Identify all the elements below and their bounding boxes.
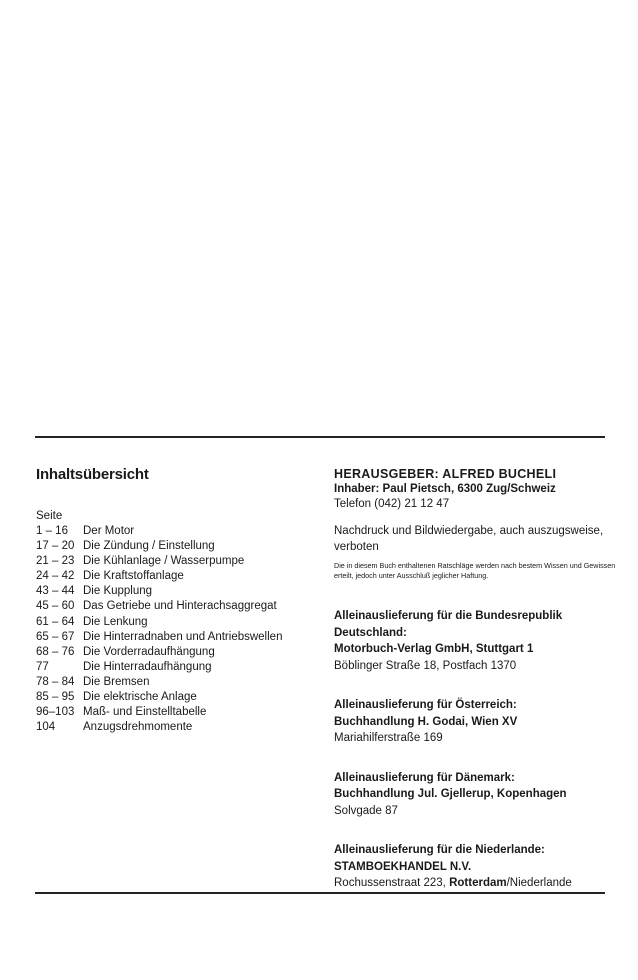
top-divider: [35, 436, 605, 438]
toc-entry-pages: 43 – 44: [36, 585, 75, 598]
toc-entry-label: Die Kupplung: [83, 585, 153, 598]
toc-entry-label: Die Kraftstoffanlage: [83, 570, 184, 583]
distributor-address: Böblinger Straße 18, Postfach 1370: [334, 659, 517, 672]
toc-entry-label: Anzugsdrehmomente: [83, 721, 193, 734]
publisher-phone: Telefon (042) 21 12 47: [334, 498, 450, 510]
toc-entry-pages: 104: [36, 721, 56, 734]
toc-entry-pages: 85 – 95: [36, 691, 75, 704]
address-street: Rochussenstraat 223,: [334, 877, 450, 889]
distributor-address: Mariahilferstraße 169: [334, 732, 443, 744]
toc-entry-pages: 24 – 42: [36, 570, 75, 583]
imprint: [334, 466, 624, 892]
toc-entry-label: Die Vorderradaufhängung: [83, 645, 215, 658]
toc-entry-pages: 21 – 23: [36, 555, 75, 568]
toc-entry: [36, 705, 306, 720]
toc-entry-pages: 68 – 76: [36, 645, 75, 658]
distributor-address: Solvgade 87: [334, 804, 398, 817]
toc-entry: [36, 660, 306, 675]
toc-entry-label: Das Getriebe und Hinterachsaggregat: [83, 600, 277, 613]
table-of-contents: [36, 466, 306, 735]
toc-entry: [36, 615, 306, 630]
toc-entry-label: Die Hinterradnaben und Antriebswellen: [83, 630, 283, 643]
publisher-header: HERAUSGEBER: ALFRED BUCHELI: [334, 467, 557, 481]
toc-title: Inhaltsübersicht: [36, 466, 149, 483]
toc-entry-pages: 17 – 20: [36, 540, 75, 553]
distributor-germany: [334, 608, 624, 674]
toc-entry-label: Maß- und Einstelltabelle: [83, 706, 207, 719]
address-city: Rotterdam: [449, 877, 507, 889]
toc-entry-pages: 1 – 16: [36, 525, 68, 537]
toc-entry-label: Die Kühlanlage / Wasserpumpe: [83, 555, 245, 568]
toc-entry-pages: 65 – 67: [36, 630, 75, 643]
bottom-divider: [35, 892, 605, 894]
toc-entry: [36, 569, 306, 584]
toc-entry: [36, 690, 306, 705]
address-country: /Niederlande: [506, 877, 572, 889]
toc-entry-label: Die Zündung / Einstellung: [83, 540, 215, 553]
toc-entry-label: Die elektrische Anlage: [83, 691, 197, 704]
distributor-name: STAMBOEKHANDEL N.V.: [334, 860, 472, 873]
toc-entry-label: Die Hinterradaufhängung: [83, 660, 212, 673]
toc-entry: [36, 675, 306, 690]
toc-entry: [36, 720, 306, 735]
distributor-name: Buchhandlung H. Godai, Wien XV: [334, 715, 518, 728]
liability-disclaimer: Die in diesem Buch enthaltenen Ratschläge werden nach bestem Wissen und Gewissen erteilt, jedoch unter Ausschluß jeglicher Haftung.: [334, 561, 616, 580]
distributor-netherlands: [334, 842, 624, 892]
toc-entry-label: Der Motor: [83, 525, 135, 537]
toc-entry: [36, 645, 306, 660]
toc-entry-label: Die Lenkung: [83, 615, 148, 628]
toc-entry-label: Die Bremsen: [83, 675, 150, 688]
toc-entry: [36, 630, 306, 645]
toc-entry: [36, 584, 306, 599]
toc-entry-pages: 45 – 60: [36, 600, 75, 613]
toc-entry-pages: 61 – 64: [36, 615, 75, 628]
distributor-name: Buchhandlung Jul. Gjellerup, Kopenhagen: [334, 788, 567, 800]
toc-entry-pages: 96–103: [36, 706, 75, 719]
distributor-name: Motorbuch-Verlag GmbH, Stuttgart 1: [334, 643, 534, 655]
toc-entry-pages: 78 – 84: [36, 675, 75, 688]
distributor-address: [334, 875, 624, 892]
toc-entry: [36, 599, 306, 614]
distributor-heading: Alleinauslieferung für Dänemark:: [334, 771, 515, 784]
publisher-owner: Inhaber: Paul Pietsch, 6300 Zug/Schweiz: [334, 483, 556, 495]
toc-entry: [36, 524, 306, 539]
toc-entry: [36, 554, 306, 569]
distributor-heading: Alleinauslieferung für die Niederlande:: [334, 844, 545, 856]
toc-list: [36, 524, 306, 735]
toc-entry-pages: 77: [36, 660, 49, 673]
distributor-austria: [334, 697, 624, 747]
toc-entry: [36, 539, 306, 554]
distributor-heading: Alleinauslieferung für Österreich:: [334, 699, 517, 711]
reprint-notice: Nachdruck und Bildwiedergabe, auch auszugsweise, verboten: [334, 525, 604, 553]
distributor-denmark: [334, 770, 624, 820]
page-column-label: Seite: [36, 510, 63, 522]
distributor-heading: Alleinauslieferung für die Bundesrepublik Deutschland:: [334, 610, 563, 639]
